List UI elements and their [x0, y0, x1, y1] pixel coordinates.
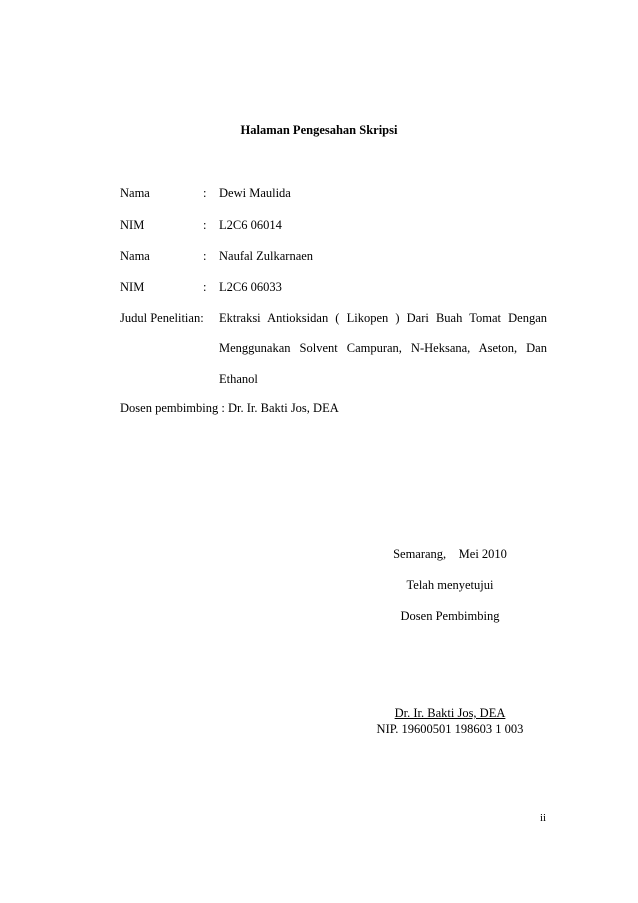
page-title: Halaman Pengesahan Skripsi — [240, 123, 398, 137]
signature-place-date: Semarang, Mei 2010 — [393, 547, 507, 561]
page-number: ii — [540, 812, 547, 824]
signature-nip: NIP. 19600501 198603 1 003 — [376, 722, 524, 736]
judul-line-3: Ethanol — [219, 372, 258, 386]
field-value-nama-1: Dewi Maulida — [219, 186, 291, 200]
field-colon: : — [203, 218, 207, 232]
field-label-nama-1: Nama — [120, 186, 150, 200]
field-label-nim-1: NIM — [120, 218, 145, 232]
signature-role: Dosen Pembimbing — [400, 609, 500, 623]
field-colon: : — [203, 249, 207, 263]
judul-line-1: Ektraksi Antioksidan ( Likopen ) Dari Buah Tomat Dengan — [219, 311, 547, 325]
field-label-nama-2: Nama — [120, 249, 150, 263]
judul-label: Judul Penelitian: — [120, 311, 204, 325]
signature-name: Dr. Ir. Bakti Jos, DEA — [394, 706, 506, 720]
field-value-nim-2: L2C6 06033 — [219, 280, 282, 294]
dosen-pembimbing-line: Dosen pembimbing : Dr. Ir. Bakti Jos, DEA — [120, 401, 339, 415]
field-colon: : — [203, 186, 207, 200]
field-value-nim-1: L2C6 06014 — [219, 218, 282, 232]
field-colon: : — [203, 280, 207, 294]
judul-line-2: Menggunakan Solvent Campuran, N-Heksana, Aseton, Dan — [219, 341, 547, 355]
field-value-nama-2: Naufal Zulkarnaen — [219, 249, 314, 263]
signature-approval: Telah menyetujui — [406, 578, 494, 592]
field-label-nim-2: NIM — [120, 280, 145, 294]
